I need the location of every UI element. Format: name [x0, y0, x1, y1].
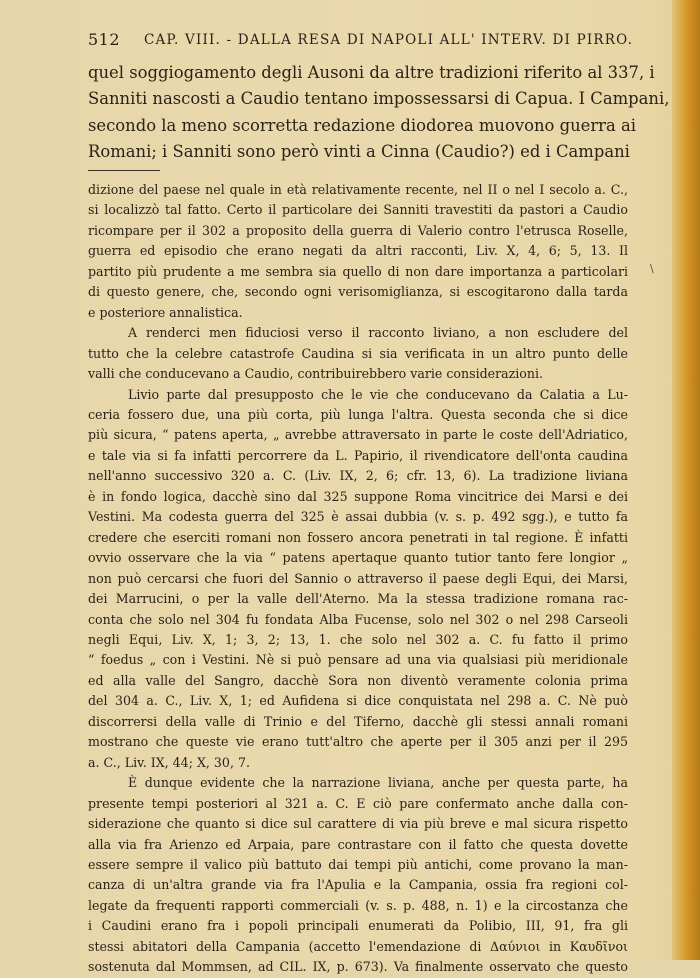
- note-line: ceria fossero due, una più corta, più lunga l'altra. Questa seconda che si dice: [88, 406, 628, 422]
- main-text-line: Romani; i Sanniti sono però vinti a Cinna (Caudio?) ed i Campani: [88, 141, 630, 161]
- main-text: [88, 60, 670, 165]
- note-line: partito più prudente a me sembra sia quello di non dare importanza a particolari: [88, 263, 628, 279]
- note-line: ed alla valle del Sangro, dacchè Sora non diventò veramente colonia prima: [88, 672, 628, 688]
- note-line: discorrersi della valle di Trinio e del Tiferno, dacchè gli stessi annali romani: [88, 713, 628, 729]
- page-number: 512: [88, 30, 121, 49]
- note-line: dizione del paese nel quale in età relativamente recente, nel II o nel I secolo a. C.,: [88, 182, 628, 197]
- footnote-text: [88, 180, 628, 978]
- note-line: A renderci men fiduciosi verso il racconto liviano, a non escludere del: [128, 325, 628, 341]
- note-line: si localizzò tal fatto. Certo il particolare dei Sanniti travestiti da pastori a Caudio: [88, 202, 628, 218]
- note-line: conta che solo nel 304 fu fondata Alba Fucense, solo nel 302 o nel 298 Carseoli: [88, 611, 628, 627]
- margin-mark: \: [650, 262, 654, 275]
- note-line: del 304 a. C., Liv. X, 1; ed Aufidena si dice conquistata nel 298 a. C. Nè può: [88, 693, 628, 709]
- note-line: non può cercarsi che fuori del Sannio o attraverso il paese degli Equi, dei Marsi,: [88, 570, 628, 586]
- note-line: “ foedus „ con i Vestini. Nè si può pensare ad una via qualsiasi più meridionale: [88, 652, 628, 668]
- note-line: di questo genere, che, secondo ogni verisomiglianza, si escogitarono dalla tarda: [88, 284, 628, 300]
- note-line: È dunque evidente che la narrazione liviana, anche per questa parte, ha: [128, 775, 628, 791]
- note-line: essere sempre il valico più battuto dai tempi più antichi, come provano la man-: [88, 856, 628, 872]
- note-line: mostrano che queste vie erano tutt'altro che aperte per il 305 anzi per il 295: [88, 734, 628, 750]
- footnote-rule: [88, 170, 160, 171]
- note-line: e tale via si fa infatti percorrere da L. Papirio, il rivendicatore dell'onta caudina: [88, 447, 628, 463]
- note-line: ovvio osservare che la via “ patens apertaque quanto tutior tanto fere longior „: [88, 550, 628, 566]
- note-line: sostenuta dal Mommsen, ad CIL. IX, p. 673). Va finalmente osservato che questo: [88, 959, 628, 975]
- page-header: [88, 30, 648, 52]
- note-line: tutto che la celebre catastrofe Caudina si sia verificata in un altro punto delle: [88, 345, 628, 361]
- note-line: e posteriore annalistica.: [88, 304, 243, 320]
- main-text-line: secondo la meno scorretta redazione diodorea muovono guerra ai: [88, 115, 637, 135]
- note-line: i Caudini erano fra i popoli principali enumerati da Polibio, III, 91, fra gli: [88, 918, 628, 934]
- note-line: guerra ed episodio che erano negati da altri racconti, Liv. X, 4, 6; 5, 13. Il: [88, 243, 628, 259]
- note-line: siderazione che quanto si dice sul carattere di via più breve e mal sicura rispetto: [88, 816, 628, 832]
- running-head: CAP. VIII. - DALLA RESA DI NAPOLI ALL' INTERV. DI PIRRO.: [144, 32, 634, 48]
- note-line: a. C., Liv. IX, 44; X, 30, 7.: [88, 754, 250, 770]
- main-text-line: Sanniti nascosti a Caudio tentano impossessarsi di Capua. I Campani,: [88, 89, 670, 109]
- note-line: presente tempi posteriori al 321 a. C. E ciò pare confermato anche dalla con-: [88, 795, 628, 811]
- note-line: alla via fra Arienzo ed Arpaia, pare contrastare con il fatto che questa dovette: [88, 836, 628, 852]
- note-line: dei Marrucini, o per la valle dell'Aterno. Ma la stessa tradizione romana rac-: [88, 591, 628, 607]
- note-line: canza di un'altra grande via fra l'Apulia e la Campania, ossia fra regioni col-: [88, 877, 628, 893]
- note-line: ricompare per il 302 a proposito della guerra di Valerio contro l'etrusca Roselle,: [88, 222, 628, 238]
- note-line: negli Equi, Liv. X, 1; 3, 2; 13, 1. che solo nel 302 a. C. fu fatto il primo: [88, 631, 628, 647]
- note-line: nell'anno successivo 320 a. C. (Liv. IX, 2, 6; cfr. 13, 6). La tradizione liviana: [88, 468, 628, 484]
- note-line: è in fondo logica, dacchè sino dal 325 suppone Roma vincitrice dei Marsi e dei: [88, 488, 628, 504]
- main-text-line: quel soggiogamento degli Ausoni da altre tradizioni riferito al 337, i: [88, 63, 655, 82]
- note-line: stessi abitatori della Campania (accetto l'emendazione di Δαύνιοι in Καυδῖνοι: [88, 938, 628, 954]
- page-edge: [672, 0, 700, 960]
- note-line: credere che eserciti romani non fossero ancora penetrati in tal regione. È infatti: [88, 529, 628, 545]
- note-line: Livio parte dal presupposto che le vie che conducevano da Calatia a Lu-: [128, 386, 628, 402]
- note-line: più sicura, “ patens aperta, „ avrebbe attraversato in parte le coste dell'Adriatico,: [88, 427, 628, 443]
- note-line: legate da frequenti rapporti commerciali (v. s. p. 488, n. 1) e la circostanza che: [88, 897, 628, 913]
- note-line: Vestini. Ma codesta guerra del 325 è assai dubbia (v. s. p. 492 sgg.), e tutto fa: [88, 509, 628, 525]
- note-line: valli che conducevano a Caudio, contribuirebbero varie considerazioni.: [88, 366, 544, 382]
